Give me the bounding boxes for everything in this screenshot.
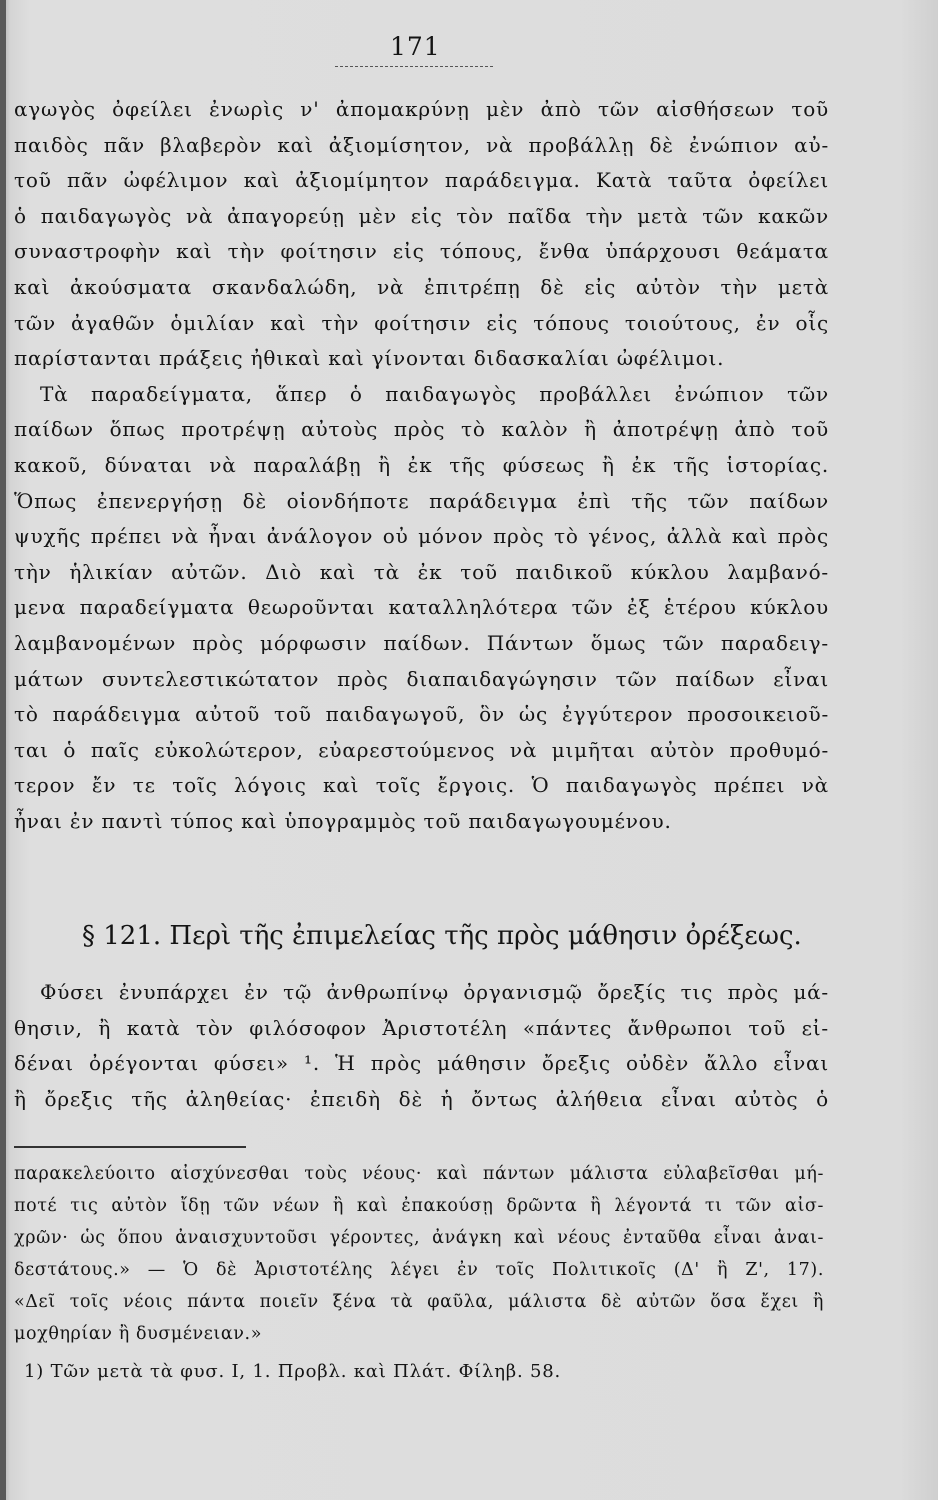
text-line: μάτων συντελεστικώτατον πρὸς διαπαιδαγώγησιν τῶν παίδων εἶναι [14, 666, 829, 691]
text-line: αγωγὸς ὀφείλει ἐνωρὶς ν' ἀπομακρύνῃ μὲν ἀπὸ τῶν αἰσθήσεων τοῦ [14, 97, 829, 121]
text-line: τοῦ πᾶν ὠφέλιμον καὶ ἀξιομίμητον παράδειγμα. Κατὰ ταῦτα ὀφείλει [14, 168, 829, 193]
text-line: Ὅπως ἐπενεργήσῃ δὲ οἱονδήποτε παράδειγμα ἐπὶ τῆς τῶν παίδων [14, 488, 829, 513]
text-line: δέναι ὀρέγονται φύσει» ¹. Ἡ πρὸς μάθησιν ὄρεξις οὐδὲν ἄλλο εἶναι [14, 1051, 829, 1076]
footnote-reference: 1) Τῶν μετὰ τὰ φυσ. Ι, 1. Προβλ. καὶ Πλάτ. Φίληβ. 58. [24, 1361, 562, 1382]
text-line: ὁ παιδαγωγὸς νὰ ἀπαγορεύῃ μὲν εἰς τὸν παῖδα τὴν μετὰ τῶν κακῶν [14, 203, 829, 228]
footnote-line: «Δεῖ τοῖς νέοις πάντα ποιεῖν ξένα τὰ φαῦλα, μάλιστα δὲ αὐτῶν ὅσα ἔχει ἢ [14, 1292, 824, 1312]
text-line: τερον ἔν τε τοῖς λόγοις καὶ τοῖς ἔργοις. Ὁ παιδαγωγὸς πρέπει νὰ [14, 773, 829, 798]
page-number-rule [335, 66, 493, 67]
footnote-separator [14, 1146, 246, 1148]
text-line: ται ὁ παῖς εὐκολώτερον, εὐαρεστούμενος νὰ μιμῆται αὐτὸν προθυμό- [14, 737, 829, 762]
footnote-line: δεστάτους.» — Ὁ δὲ Ἀριστοτέλης λέγει ἐν τοῖς Πολιτικοῖς (Δ' ἢ Ζ', 17). [14, 1260, 824, 1280]
text-line: παιδὸς πᾶν βλαβερὸν καὶ ἀξιομίσητον, νὰ προβάλλῃ δὲ ἐνώπιον αὐ- [14, 132, 829, 157]
text-line: κακοῦ, δύναται νὰ παραλάβῃ ἢ ἐκ τῆς φύσεως ἢ ἐκ τῆς ἱστορίας. [14, 452, 829, 477]
text-line: τῶν ἀγαθῶν ὁμιλίαν καὶ τὴν φοίτησιν εἰς τόπους τοιούτους, ἐν οἷς [14, 310, 829, 335]
text-line: Τὰ παραδείγματα, ἅπερ ὁ παιδαγωγὸς προβάλλει ἐνώπιον τῶν [40, 381, 829, 406]
section-heading: § 121. Περὶ τῆς ἐπιμελείας τῆς πρὸς μάθησιν ὀρέξεως. [82, 921, 802, 951]
text-line: τὴν ἡλικίαν αὐτῶν. Διὸ καὶ τὰ ἐκ τοῦ παιδικοῦ κύκλου λαμβανό- [14, 559, 829, 584]
text-line: συναστροφὴν καὶ τὴν φοίτησιν εἰς τόπους, ἔνθα ὑπάρχουσι θεάματα [14, 239, 829, 264]
text-line: παίδων ὅπως προτρέψῃ αὐτοὺς πρὸς τὸ καλὸν ἢ ἀποτρέψῃ ἀπὸ τοῦ [14, 417, 829, 442]
footnote-line: παρακελεύοιτο αἰσχύνεσθαι τοὺς νέους· καὶ πάντων μάλιστα εὐλαβεῖσθαι μή- [14, 1164, 824, 1184]
text-line: θησιν, ἢ κατὰ τὸν φιλόσοφον Ἀριστοτέλη «πάντες ἄνθρωποι τοῦ εἰ- [14, 1015, 829, 1040]
text-line: λαμβανομένων πρὸς μόρφωσιν παίδων. Πάντων ὅμως τῶν παραδειγ- [14, 630, 829, 655]
text-line: ψυχῆς πρέπει νὰ ἦναι ἀνάλογον οὐ μόνον πρὸς τὸ γένος, ἀλλὰ καὶ πρὸς [14, 524, 829, 549]
footnote-line: χρῶν· ὡς ὅπου ἀναισχυντοῦσι γέροντες, ἀνάγκη καὶ νέους ἐνταῦθα εἶναι ἀναι- [14, 1228, 824, 1248]
text-line: ἢ ὄρεξις τῆς ἀληθείας· ἐπειδὴ δὲ ἡ ὄντως ἀλήθεια εἶναι αὐτὸς ὁ [14, 1086, 829, 1111]
footnote-block [14, 1158, 824, 1350]
text-line: καὶ ἀκούσματα σκανδαλώδη, νὰ ἐπιτρέπῃ δὲ εἰς αὐτὸν τὴν μετὰ [14, 274, 829, 299]
section-text-block [14, 975, 829, 1117]
page-number: 171 [390, 32, 441, 61]
text-line: ἦναι ἐν παντὶ τύπος καὶ ὑπογραμμὸς τοῦ παιδαγωγουμένου. [14, 808, 672, 833]
text-line: Φύσει ἐνυπάρχει ἐν τῷ ἀνθρωπίνῳ ὀργανισμῷ ὄρεξίς τις πρὸς μά- [40, 980, 829, 1004]
text-line: τὸ παράδειγμα αὐτοῦ τοῦ παιδαγωγοῦ, ὃν ὡς ἐγγύτερον προσοικειοῦ- [14, 702, 829, 727]
main-text-block [14, 92, 829, 839]
footnote-line: μοχθηρίαν ἢ δυσμένειαν.» [14, 1324, 263, 1344]
text-line: παρίστανται πράξεις ἠθικαὶ καὶ γίνονται διδασκαλίαι ὠφέλιμοι. [14, 346, 725, 371]
footnote-line: ποτέ τις αὐτὸν ἴδῃ τῶν νέων ἢ καὶ ἐπακούσῃ δρῶντα ἢ λέγοντά τι τῶν αἰσ- [14, 1196, 824, 1216]
page-binding-edge [0, 0, 6, 1500]
text-line: μενα παραδείγματα θεωροῦνται καταλληλότερα τῶν ἐξ ἑτέρου κύκλου [14, 595, 829, 620]
